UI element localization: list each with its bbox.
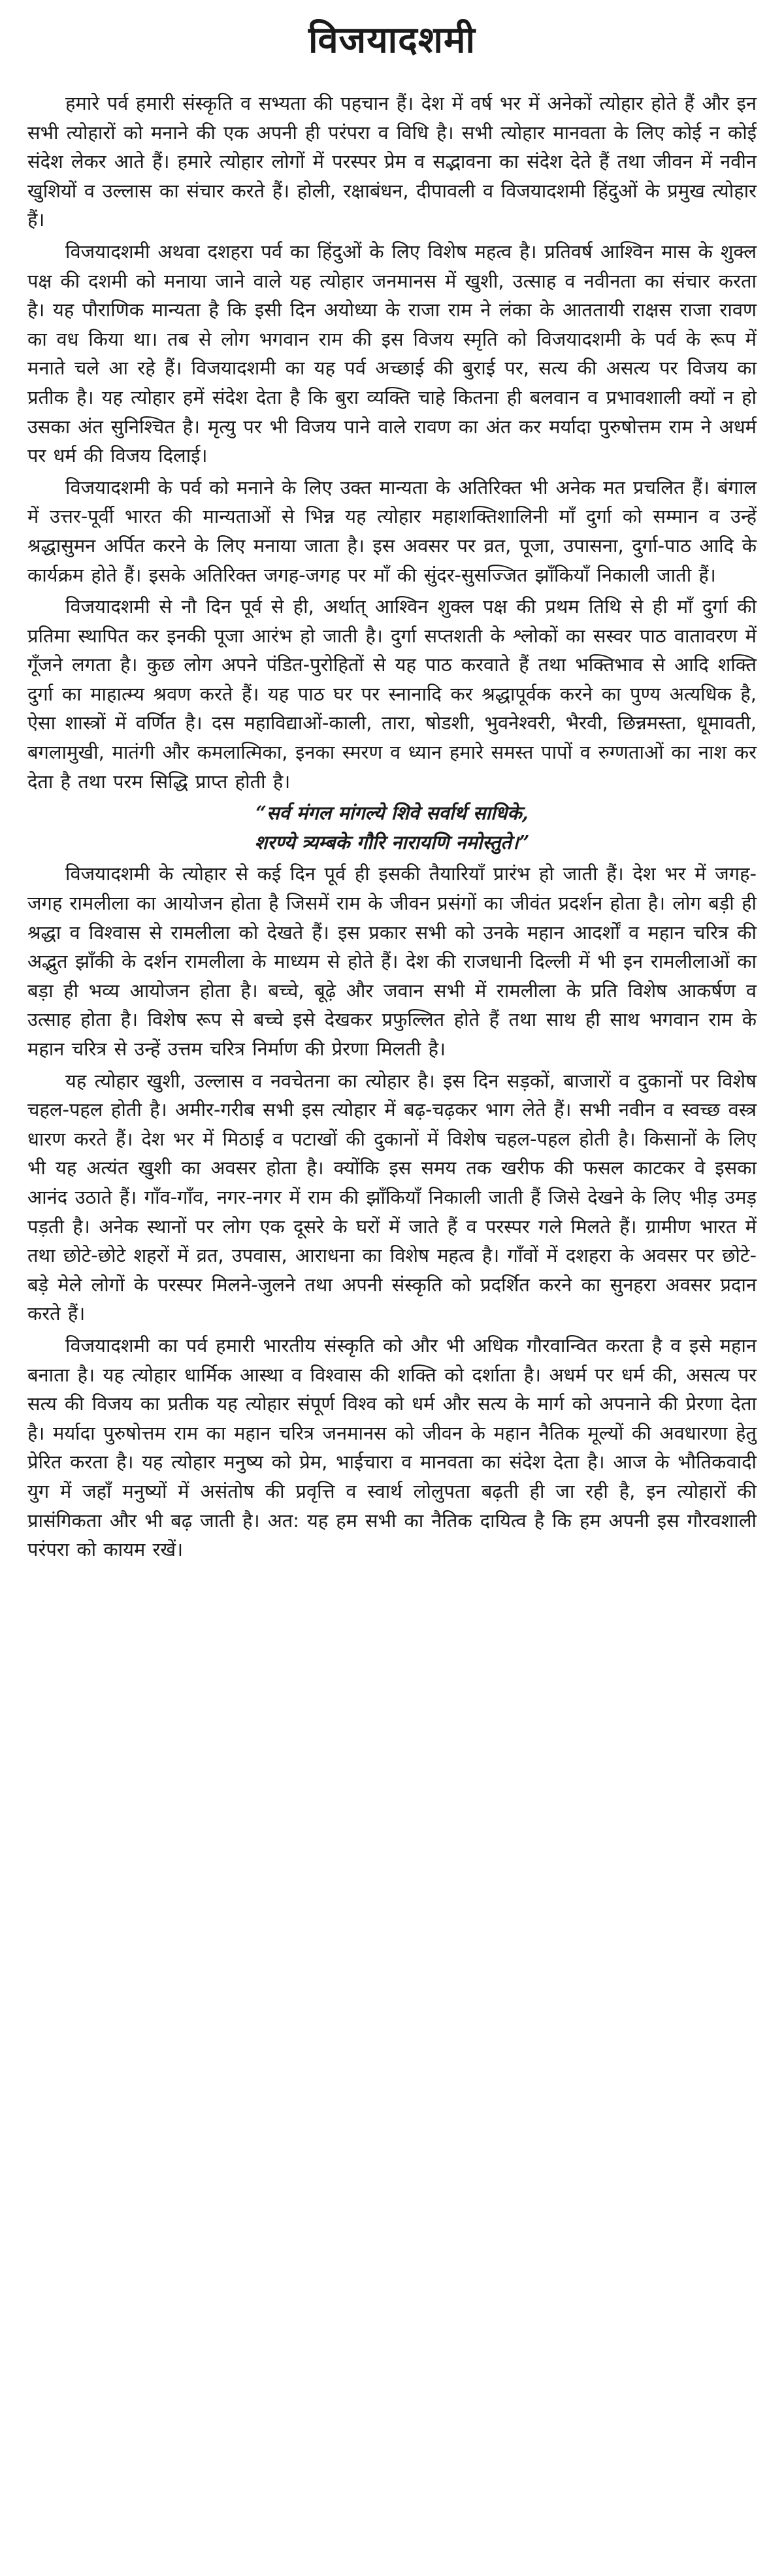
paragraph-bengal-durga: विजयादशमी के पर्व को मनाने के लिए उक्त मान्यता के अतिरिक्त भी अनेक मत प्रचलित हैं। बंगाल में उत्तर-पूर्वी भारत की मान्यताओं से भिन्न यह त्योहार महाशक्तिशालिनी माँ दुर्गा को सम्मान व उन्हें श्रद्धासुमन अर्पित करने के लिए मनाया जाता है। इस अवसर पर व्रत, पूजा, उपासना, दुर्गा-पाठ आदि के कार्यक्रम होते हैं। इसके अतिरिक्त जगह-जगह पर माँ की सुंदर-सुसज्जित झाँकियाँ निकाली जाती हैं। [27,476,757,586]
verse-line-2: शरण्ये त्र्यम्बके गौरि नारायणि नमोस्तुते।” [254,831,530,853]
verse-line-1: “सर्व मंगल मांगल्ये शिवे सर्वार्थ साधिके, [255,802,529,825]
paragraph-conclusion: विजयादशमी का पर्व हमारी भारतीय संस्कृति को और भी अधिक गौरवान्वित करता है व इसे महान बनाता है। यह त्योहार धार्मिक आस्था व विश्वास की शक्ति को दर्शाता है। अधर्म पर धर्म की, असत्य पर सत्य की विजय का प्रतीक यह त्योहार संपूर्ण विश्व को धर्म और सत्य के मार्ग को अपनाने की प्रेरणा देता है। मर्यादा पुरुषोत्तम राम का महान चरित्र जनमानस को जीवन के महान नैतिक मूल्यों की अवधारणा हेतु प्रेरित करता है। यह त्योहार मनुष्य को प्रेम, भाईचारा व मानवता का संदेश देता है। आज के भौतिकवादी युग में जहाँ मनुष्यों में असंतोष की प्रवृत्ति व स्वार्थ लोलुपता बढ़ती ही जा रही है, इन त्योहारों की प्रासंगिकता और भी बढ़ जाती है। अत: यह हम सभी का नैतिक दायित्व है कि हम अपनी इस गौरवशाली परंपरा को कायम रखें। [27,1334,757,1561]
sanskrit-verse [27,799,757,857]
paragraph-celebrations: यह त्योहार खुशी, उल्लास व नवचेतना का त्योहार है। इस दिन सड़कों, बाजारों व दुकानों पर विशेष चहल-पहल होती है। अमीर-गरीब सभी इस त्योहार में बढ़-चढ़कर भाग लेते हैं। सभी नवीन व स्वच्छ वस्त्र धारण करते हैं। देश भर में मिठाई व पटाखों की दुकानों में विशेष चहल-पहल होती है। किसानों के लिए भी यह अत्यंत खुशी का अवसर होता है। क्योंकि इस समय तक खरीफ की फसल काटकर वे इसका आनंद उठाते हैं। गाँव-गाँव, नगर-नगर में राम की झाँकियाँ निकाली जाती हैं जिसे देखने के लिए भीड़ उमड़ पड़ती है। अनेक स्थानों पर लोग एक दूसरे के घरों में जाते हैं व परस्पर गले मिलते हैं। ग्रामीण भारत में तथा छोटे-छोटे शहरों में व्रत, उपवास, आराधना का विशेष महत्व है। गाँवों में दशहरा के अवसर पर छोटे-बड़े मेले लोगों के परस्पर मिलने-जुलने तथा अपनी संस्कृति को प्रदर्शित करने का सुनहरा अवसर प्रदान करते हैं। [27,1069,757,1325]
paragraph-festivals-intro: हमारे पर्व हमारी संस्कृति व सभ्यता की पहचान हैं। देश में वर्ष भर में अनेकों त्योहार होते हैं और इन सभी त्योहारों को मनाने की एक अपनी ही परंपरा व विधि है। सभी त्योहार मानवता के लिए कोई न कोई संदेश लेकर आते हैं। हमारे त्योहार लोगों में परस्पर प्रेम व सद्भावना का संदेश देते हैं तथा जीवन में नवीन खुशियों व उल्लास का संचार करते हैं। होली, रक्षाबंधन, दीपावली व विजयादशमी हिंदुओं के प्रमुख त्योहार हैं। [27,92,757,231]
page-title: विजयादशमी [308,19,476,61]
paragraph-navratri-worship: विजयादशमी से नौ दिन पूर्व से ही, अर्थात् आश्विन शुक्ल पक्ष की प्रथम तिथि से ही माँ दुर्गा की प्रतिमा स्थापित कर इनकी पूजा आरंभ हो जाती है। दुर्गा सप्तशती के श्लोकों का सस्वर पाठ वातावरण में गूँजने लगता है। कुछ लोग अपने पंडित-पुरोहितों से यह पाठ करवाते हैं तथा भक्तिभाव से आदि शक्ति दुर्गा का माहात्म्य श्रवण करते हैं। यह पाठ घर पर स्नानादि कर श्रद्धापूर्वक करने का पुण्य अत्यधिक है, ऐसा शास्त्रों में वर्णित है। दस महाविद्याओं-काली, तारा, षोडशी, भुवनेश्वरी, भैरवी, छिन्नमस्ता, धूमावती, बगलामुखी, मातंगी और कमलात्मिका, इनका स्मरण व ध्यान हमारे समस्त पापों व रुग्णताओं का नाश कर देता है तथा परम सिद्धि प्राप्त होती है। [27,595,757,793]
paragraph-ramlila: विजयादशमी के त्योहार से कई दिन पूर्व ही इसकी तैयारियाँ प्रारंभ हो जाती हैं। देश भर में जगह-जगह रामलीला का आयोजन होता है जिसमें राम के जीवन प्रसंगों का जीवंत प्रदर्शन होता है। लोग बड़ी ही श्रद्धा व विश्वास से रामलीला को देखते हैं। इस प्रकार सभी को उनके महान आदर्शों व महान चरित्र की अद्भुत झाँकी के दर्शन रामलीला के माध्यम से होते हैं। देश की राजधानी दिल्ली में भी इन रामलीलाओं का बड़ा ही भव्य आयोजन होता है। बच्चे, बूढ़े और जवान सभी में रामलीला के प्रति विशेष आकर्षण व उत्साह होता है। विशेष रूप से बच्चे इसे देखकर प्रफुल्लित होते हैं तथा साथ ही साथ भगवान राम के महान चरित्र से उन्हें उत्तम चरित्र निर्माण की प्रेरणा मिलती है। [27,863,757,1060]
paragraph-vijayadashami-significance: विजयादशमी अथवा दशहरा पर्व का हिंदुओं के लिए विशेष महत्व है। प्रतिवर्ष आश्विन मास के शुक्ल पक्ष की दशमी को मनाया जाने वाले यह त्योहार जनमानस में खुशी, उत्साह व नवीनता का संचार करता है। यह पौराणिक मान्यता है कि इसी दिन अयोध्या के राजा राम ने लंका के आततायी राक्षस राजा रावण का वध किया था। तब से लोग भगवान राम की इस विजय स्मृति को विजयादशमी के पर्व के रूप में मनाते चले आ रहे हैं। विजयादशमी का यह पर्व अच्छाई की बुराई पर, सत्य की असत्य पर विजय का प्रतीक है। यह त्योहार हमें संदेश देता है कि बुरा व्यक्ति चाहे कितना ही बलवान व प्रभावशाली क्यों न हो उसका अंत सुनिश्चित है। मृत्यु पर भी विजय पाने वाले रावण का अंत कर मर्यादा पुरुषोत्तम राम ने अधर्म पर धर्म की विजय दिलाई। [27,240,757,467]
